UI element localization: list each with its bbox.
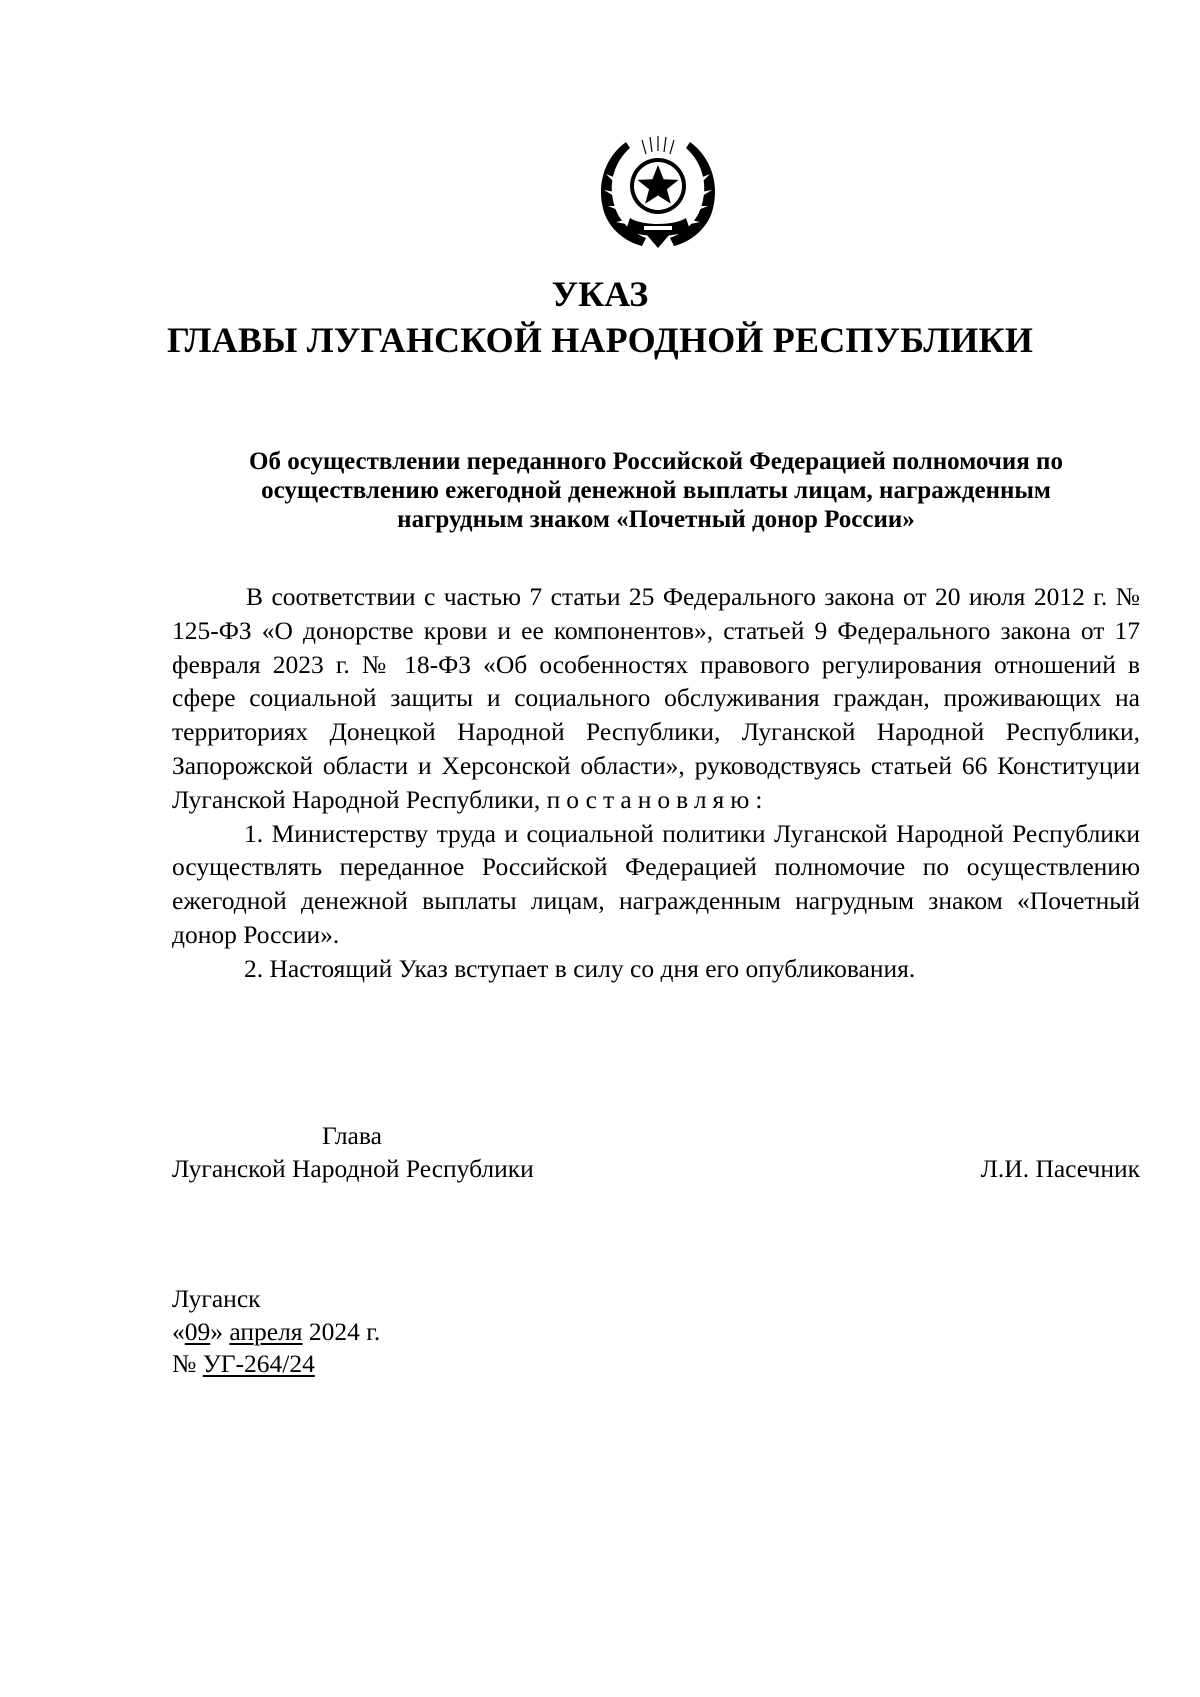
number-sign: № (172, 1349, 197, 1378)
preamble-paragraph (172, 580, 1140, 817)
date-year: 2024 г. (308, 1316, 381, 1346)
title-line-decree: УКАЗ (551, 274, 649, 314)
document-body (172, 580, 1140, 986)
subject-line: нагрудным знаком «Почетный донор России» (397, 506, 915, 533)
date-month: апреля (229, 1316, 303, 1346)
issue-details (172, 1283, 380, 1381)
clause-2: 2. Настоящий Указ вступает в силу со дня его опубликования. (244, 953, 916, 983)
document-number: УГ-264/24 (202, 1349, 315, 1378)
signer-organization: Луганской Народной Республики (172, 1154, 534, 1183)
subject-line: осуществлению ежегодной денежной выплаты лицам, награжденным (261, 477, 1051, 504)
preamble-text: В соответствии с частью 7 статьи 25 Федерального закона от 20 июля 2012 г. № 125-ФЗ «О донорстве крови и ее компонентов», статьей 9 Федерального закона от 17 февраля 2023 г. № 18-ФЗ «Об особенностях правового регулирования отношений в сфере социальной защиты и социального обслуживания граждан, проживающих на территориях Донецкой Народной Республики, Луганской Народной Республики, Запорожской области и Херсонской области», руководствуясь статьей 66 Конституции Луганской Народной Республики, (172, 582, 1140, 814)
signer-title: Глава (322, 1121, 382, 1150)
document-subject (172, 447, 1140, 534)
date-day: 09 (184, 1316, 211, 1346)
document-title (0, 272, 1200, 364)
date-open-quote: « (172, 1316, 185, 1346)
lpr-coat-of-arms-icon (586, 134, 730, 250)
subject-line: Об осуществлении переданного Российской Федерацией полномочия по (249, 448, 1063, 475)
clause-1: 1. Министерству труда и социальной политики Луганской Народной Республики осуществлять переданное Российской Федерацией полномочие по осуществлению ежегодной денежной выплаты лицам, награжденным нагрудным знаком «Почетный донор России». (172, 818, 1140, 949)
issue-number (172, 1348, 380, 1381)
decree-word: постановляю: (546, 784, 769, 814)
signer-name: Л.И. Пасечник (980, 1154, 1140, 1183)
issue-date (172, 1316, 380, 1349)
date-close-quote: » (210, 1316, 223, 1346)
issue-city: Луганск (172, 1284, 261, 1313)
title-line-issuer: ГЛАВЫ ЛУГАНСКОЙ НАРОДНОЙ РЕСПУБЛИКИ (166, 320, 1034, 360)
